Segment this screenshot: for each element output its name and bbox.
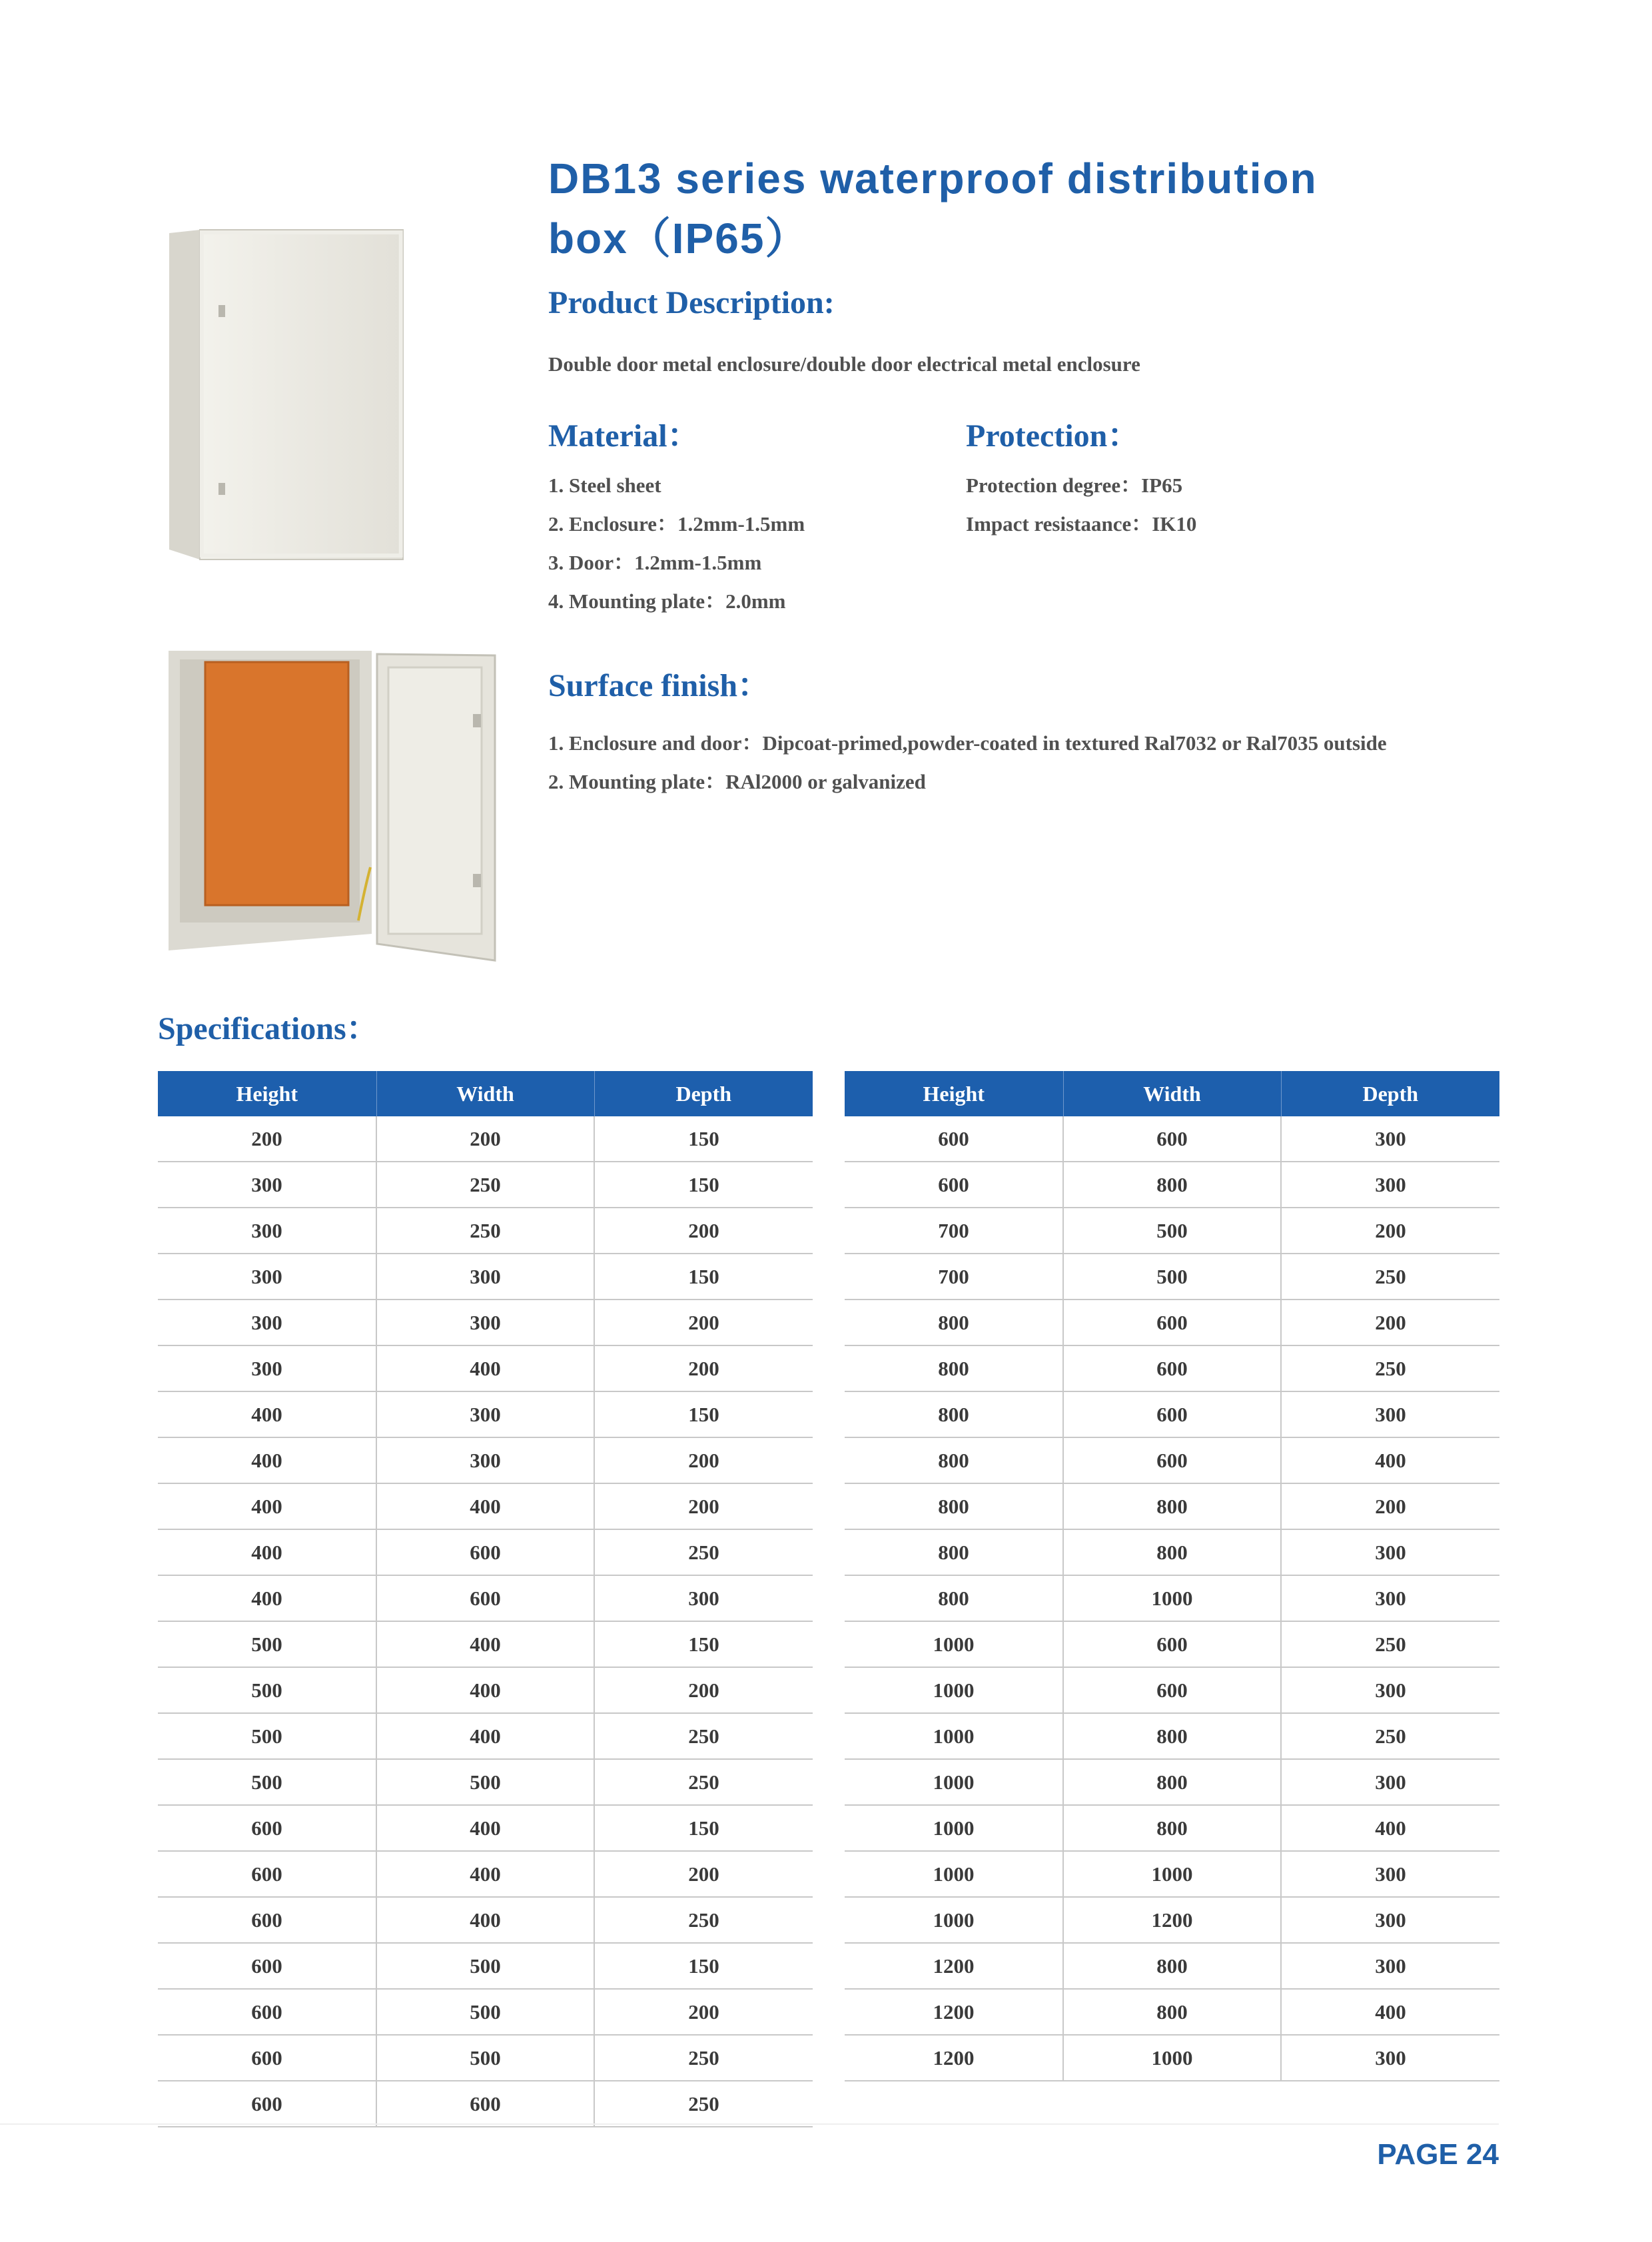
- cell-height: 500: [158, 1621, 376, 1667]
- cell-height: 600: [158, 1943, 376, 1989]
- cell-width: 800: [1063, 1805, 1281, 1851]
- page-number: PAGE 24: [1377, 2138, 1499, 2171]
- table-row: [158, 1483, 813, 1529]
- cell-depth: 200: [594, 1667, 813, 1713]
- table-row: [845, 1621, 1499, 1667]
- material-item: 1. Steel sheet: [548, 474, 661, 497]
- cell-width: 300: [376, 1391, 594, 1437]
- cell-width: 600: [376, 2081, 594, 2127]
- table-row: [845, 1713, 1499, 1759]
- cell-width: 400: [376, 1345, 594, 1391]
- table-row: [158, 1989, 813, 2035]
- table-row: [158, 1208, 813, 1254]
- material-item: 3. Door：1.2mm-1.5mm: [548, 551, 762, 574]
- cell-height: 600: [158, 1805, 376, 1851]
- cell-depth: 150: [594, 1254, 813, 1300]
- table-row: [158, 1713, 813, 1759]
- cell-depth: 300: [1281, 1529, 1499, 1575]
- cell-height: 1000: [845, 1759, 1063, 1805]
- cell-width: 400: [376, 1483, 594, 1529]
- surface-finish-item: 1. Enclosure and door：Dipcoat-primed,powder-coated in textured Ral7032 or Ral7035 outside: [548, 731, 1387, 755]
- cell-height: 1000: [845, 1805, 1063, 1851]
- cell-height: 400: [158, 1483, 376, 1529]
- cell-height: 600: [158, 2081, 376, 2127]
- cell-height: 600: [845, 1162, 1063, 1208]
- cell-width: 500: [376, 1759, 594, 1805]
- table-row: [845, 1851, 1499, 1897]
- cell-depth: 250: [594, 2081, 813, 2127]
- table-row: [845, 1805, 1499, 1851]
- cell-height: 300: [158, 1162, 376, 1208]
- cell-depth: 150: [594, 1943, 813, 1989]
- cell-width: 500: [376, 2035, 594, 2081]
- cell-width: 400: [376, 1667, 594, 1713]
- table-row: [845, 1667, 1499, 1713]
- cell-height: 600: [845, 1116, 1063, 1162]
- cell-width: 300: [376, 1300, 594, 1345]
- cell-depth: 200: [594, 1989, 813, 2035]
- cell-depth: 150: [594, 1162, 813, 1208]
- cell-width: 600: [1063, 1300, 1281, 1345]
- table-row: [158, 1391, 813, 1437]
- closed-cabinet-image: [160, 226, 413, 573]
- table-row: [845, 1897, 1499, 1943]
- table-row: [845, 1345, 1499, 1391]
- cell-depth: 150: [594, 1116, 813, 1162]
- cell-height: 400: [158, 1391, 376, 1437]
- cell-width: 500: [1063, 1254, 1281, 1300]
- table-row: [845, 1162, 1499, 1208]
- cell-width: 600: [376, 1575, 594, 1621]
- cell-depth: 300: [1281, 1851, 1499, 1897]
- cell-height: 800: [845, 1575, 1063, 1621]
- table-row: [158, 1529, 813, 1575]
- cell-height: 600: [158, 1851, 376, 1897]
- product-description-text: Double door metal enclosure/double door electrical metal enclosure: [548, 352, 1140, 376]
- specifications-heading: Specifications：: [158, 1011, 378, 1046]
- cell-depth: 200: [594, 1437, 813, 1483]
- cell-height: 800: [845, 1345, 1063, 1391]
- table-row: [158, 1437, 813, 1483]
- cell-depth: 200: [1281, 1300, 1499, 1345]
- cell-width: 250: [376, 1162, 594, 1208]
- material-list: [548, 466, 805, 621]
- cell-height: 300: [158, 1254, 376, 1300]
- title-line-1: DB13 series waterproof distribution: [548, 155, 1318, 202]
- cell-width: 600: [1063, 1667, 1281, 1713]
- cell-height: 300: [158, 1345, 376, 1391]
- cell-width: 300: [376, 1437, 594, 1483]
- specifications-table-right: [845, 1071, 1499, 2081]
- open-cabinet-image: [165, 647, 498, 967]
- cell-depth: 300: [1281, 1116, 1499, 1162]
- cell-width: 200: [376, 1116, 594, 1162]
- cell-height: 400: [158, 1575, 376, 1621]
- cell-width: 800: [1063, 1713, 1281, 1759]
- product-title: [548, 149, 1547, 268]
- cell-height: 700: [845, 1208, 1063, 1254]
- protection-heading: Protection：: [966, 418, 1140, 454]
- cell-width: 800: [1063, 1483, 1281, 1529]
- product-description-heading: Product Description:: [548, 285, 835, 320]
- cell-height: 500: [158, 1713, 376, 1759]
- cell-height: 600: [158, 1897, 376, 1943]
- cell-height: 600: [158, 2035, 376, 2081]
- table-row: [158, 1345, 813, 1391]
- cell-depth: 250: [1281, 1345, 1499, 1391]
- table-row: [158, 1759, 813, 1805]
- table-row: [845, 1208, 1499, 1254]
- cell-depth: 300: [1281, 1162, 1499, 1208]
- table-row: [158, 1300, 813, 1345]
- cell-depth: 300: [1281, 1897, 1499, 1943]
- cell-depth: 400: [1281, 1989, 1499, 2035]
- cell-width: 800: [1063, 1759, 1281, 1805]
- title-line-2: box（IP65）: [548, 214, 809, 262]
- surface-finish-heading: Surface finish：: [548, 668, 770, 703]
- cell-width: 400: [376, 1713, 594, 1759]
- table-row: [845, 2035, 1499, 2081]
- cell-depth: 150: [594, 1621, 813, 1667]
- column-header-depth: Depth: [1281, 1071, 1499, 1116]
- table-row: [158, 1943, 813, 1989]
- cell-height: 1000: [845, 1621, 1063, 1667]
- cell-height: 800: [845, 1483, 1063, 1529]
- cell-width: 500: [376, 1989, 594, 2035]
- cell-width: 250: [376, 1208, 594, 1254]
- cell-height: 400: [158, 1529, 376, 1575]
- cell-width: 500: [376, 1943, 594, 1989]
- cell-depth: 200: [594, 1208, 813, 1254]
- cell-width: 600: [1063, 1621, 1281, 1667]
- table-row: [158, 1575, 813, 1621]
- cell-width: 400: [376, 1805, 594, 1851]
- cell-height: 700: [845, 1254, 1063, 1300]
- cell-width: 1200: [1063, 1897, 1281, 1943]
- cell-height: 300: [158, 1300, 376, 1345]
- table-row: [845, 1575, 1499, 1621]
- table-row: [845, 1943, 1499, 1989]
- cell-width: 300: [376, 1254, 594, 1300]
- column-header-height: Height: [158, 1071, 376, 1116]
- table-row: [845, 1989, 1499, 2035]
- cell-width: 400: [376, 1897, 594, 1943]
- cell-height: 500: [158, 1759, 376, 1805]
- material-heading: Material：: [548, 418, 699, 454]
- cell-depth: 300: [594, 1575, 813, 1621]
- cell-depth: 300: [1281, 2035, 1499, 2081]
- cell-depth: 250: [1281, 1713, 1499, 1759]
- cell-width: 1000: [1063, 1851, 1281, 1897]
- table-row: [158, 1162, 813, 1208]
- table-row: [845, 1483, 1499, 1529]
- cell-width: 600: [1063, 1345, 1281, 1391]
- cell-depth: 300: [1281, 1759, 1499, 1805]
- table-row: [845, 1116, 1499, 1162]
- protection-list: [966, 466, 1196, 544]
- cell-depth: 150: [594, 1391, 813, 1437]
- material-item: 2. Enclosure：1.2mm-1.5mm: [548, 512, 805, 536]
- cell-width: 1000: [1063, 1575, 1281, 1621]
- cell-width: 500: [1063, 1208, 1281, 1254]
- cell-depth: 400: [1281, 1437, 1499, 1483]
- table-row: [158, 1851, 813, 1897]
- surface-finish-list: [548, 724, 1387, 801]
- cell-depth: 200: [1281, 1483, 1499, 1529]
- cell-depth: 200: [594, 1851, 813, 1897]
- column-header-depth: Depth: [594, 1071, 813, 1116]
- column-header-width: Width: [1063, 1071, 1281, 1116]
- cell-height: 1000: [845, 1713, 1063, 1759]
- table-row: [158, 1621, 813, 1667]
- cell-depth: 200: [594, 1300, 813, 1345]
- table-row: [158, 1897, 813, 1943]
- cell-depth: 250: [594, 1529, 813, 1575]
- table-row: [845, 1437, 1499, 1483]
- table-row: [158, 1667, 813, 1713]
- cell-height: 500: [158, 1667, 376, 1713]
- cell-width: 600: [1063, 1391, 1281, 1437]
- column-header-width: Width: [376, 1071, 594, 1116]
- cell-height: 1000: [845, 1851, 1063, 1897]
- cell-height: 600: [158, 1989, 376, 2035]
- table-row: [158, 2035, 813, 2081]
- cell-height: 800: [845, 1437, 1063, 1483]
- cell-height: 300: [158, 1208, 376, 1254]
- column-header-height: Height: [845, 1071, 1063, 1116]
- cell-height: 1000: [845, 1667, 1063, 1713]
- table-row: [845, 1529, 1499, 1575]
- cell-width: 800: [1063, 1989, 1281, 2035]
- cell-depth: 250: [594, 1897, 813, 1943]
- cell-depth: 250: [1281, 1621, 1499, 1667]
- table-row: [158, 1254, 813, 1300]
- cell-width: 600: [1063, 1116, 1281, 1162]
- cell-height: 1200: [845, 1989, 1063, 2035]
- table-row: [158, 1805, 813, 1851]
- cell-depth: 300: [1281, 1667, 1499, 1713]
- cell-width: 800: [1063, 1943, 1281, 1989]
- table-row: [845, 1391, 1499, 1437]
- cell-depth: 300: [1281, 1391, 1499, 1437]
- cell-depth: 300: [1281, 1575, 1499, 1621]
- table-row: [845, 1759, 1499, 1805]
- cell-depth: 150: [594, 1805, 813, 1851]
- cell-height: 400: [158, 1437, 376, 1483]
- cell-height: 1200: [845, 1943, 1063, 1989]
- table-row: [845, 1300, 1499, 1345]
- table-header-row: [845, 1071, 1499, 1116]
- cell-width: 600: [376, 1529, 594, 1575]
- cell-height: 800: [845, 1391, 1063, 1437]
- cell-depth: 250: [594, 1759, 813, 1805]
- table-row: [158, 2081, 813, 2127]
- table-row: [845, 1254, 1499, 1300]
- cell-height: 1000: [845, 1897, 1063, 1943]
- cell-width: 800: [1063, 1162, 1281, 1208]
- protection-item: Impact resistaance：IK10: [966, 512, 1197, 536]
- table-row: [158, 1116, 813, 1162]
- cell-width: 400: [376, 1621, 594, 1667]
- surface-finish-item: 2. Mounting plate：RAl2000 or galvanized: [548, 770, 926, 793]
- material-item: 4. Mounting plate：2.0mm: [548, 589, 786, 613]
- specifications-table-left: [158, 1071, 813, 2127]
- cell-height: 800: [845, 1300, 1063, 1345]
- cell-depth: 250: [594, 1713, 813, 1759]
- cell-height: 1200: [845, 2035, 1063, 2081]
- cell-height: 200: [158, 1116, 376, 1162]
- cell-depth: 250: [594, 2035, 813, 2081]
- cell-width: 1000: [1063, 2035, 1281, 2081]
- cell-depth: 250: [1281, 1254, 1499, 1300]
- footer-divider: [0, 2123, 1499, 2125]
- cell-width: 400: [376, 1851, 594, 1897]
- table-header-row: [158, 1071, 813, 1116]
- protection-item: Protection degree：IP65: [966, 474, 1183, 497]
- cell-depth: 200: [594, 1345, 813, 1391]
- cell-depth: 400: [1281, 1805, 1499, 1851]
- cell-depth: 300: [1281, 1943, 1499, 1989]
- cell-width: 600: [1063, 1437, 1281, 1483]
- cell-height: 800: [845, 1529, 1063, 1575]
- cell-depth: 200: [1281, 1208, 1499, 1254]
- cell-width: 800: [1063, 1529, 1281, 1575]
- cell-depth: 200: [594, 1483, 813, 1529]
